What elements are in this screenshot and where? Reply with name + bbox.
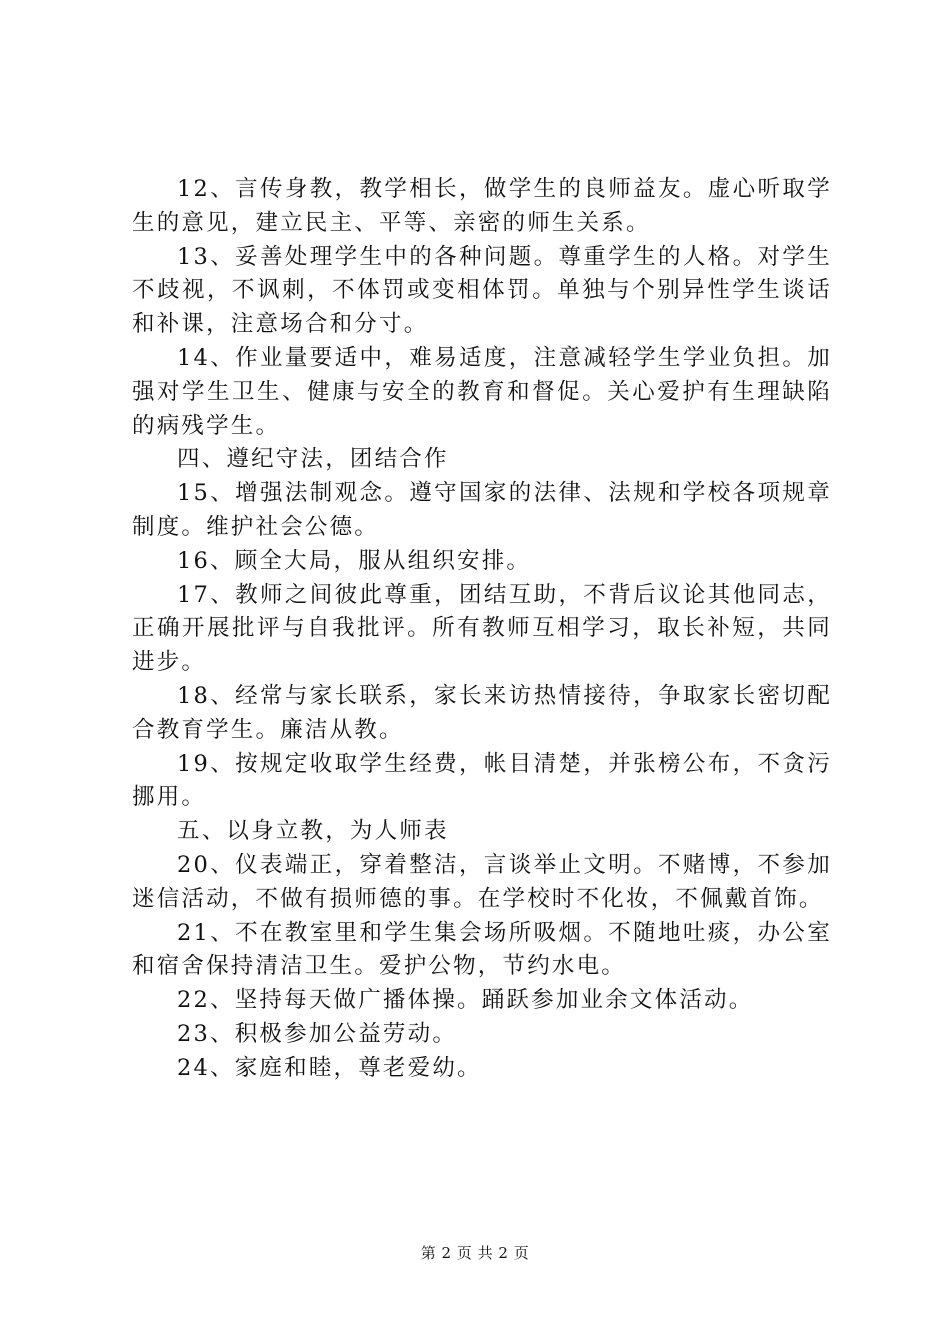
paragraph-12: 12、言传身教，教学相长，做学生的良师益友。虚心听取学生的意见，建立民主、平等、亲密的师生关系。 [132,176,832,236]
document-body [132,173,832,1086]
section-heading-5: 五、以身立教，为人师表 [177,818,449,845]
paragraph-24: 24、家庭和睦，尊老爱幼。 [177,1054,482,1081]
paragraph-18: 18、经常与家长联系，家长来访热情接待，争取家长密切配合教育学生。廉洁从教。 [132,682,832,743]
paragraph-23: 23、积极参加公益劳动。 [177,1020,458,1047]
paragraph-14: 14、作业量要适中，难易适度，注意减轻学生学业负担。加强对学生卫生、健康与安全的教育和督促。关心爱护有生理缺陷的病残学生。 [132,344,832,439]
paragraph-16: 16、顾全大局，服从组织安排。 [177,547,532,574]
paragraph-21: 21、不在教室里和学生集会场所吸烟。不随地吐痰，办公室和宿舍保持清洁卫生。爱护公物，节约水电。 [132,919,832,980]
paragraph-19: 19、按规定收取学生经费，帐目清楚，并张榜公布，不贪污挪用。 [132,750,832,811]
paragraph-22: 22、坚持每天做广播体操。踊跃参加业余文体活动。 [177,987,754,1014]
section-heading-4: 四、遵纪守法，团结合作 [177,446,449,473]
paragraph-20: 20、仪表端正，穿着整洁，言谈举止文明。不赌博，不参加迷信活动，不做有损师德的事。在学校时不化妆，不佩戴首饰。 [132,851,832,912]
paragraph-13: 13、妥善处理学生中的各种问题。尊重学生的人格。对学生不歧视，不讽刺，不体罚或变相体罚。单独与个别异性学生谈话和补课，注意场合和分寸。 [132,243,832,338]
paragraph-17: 17、教师之间彼此尊重，团结互助，不背后议论其他同志，正确开展批评与自我批评。所有教师互相学习，取长补短，共同进步。 [132,581,832,676]
paragraph-15: 15、增强法制观念。遵守国家的法律、法规和学校各项规章制度。维护社会公德。 [132,480,832,540]
page-number-footer: 第 2 页 共 2 页 [420,1244,530,1262]
